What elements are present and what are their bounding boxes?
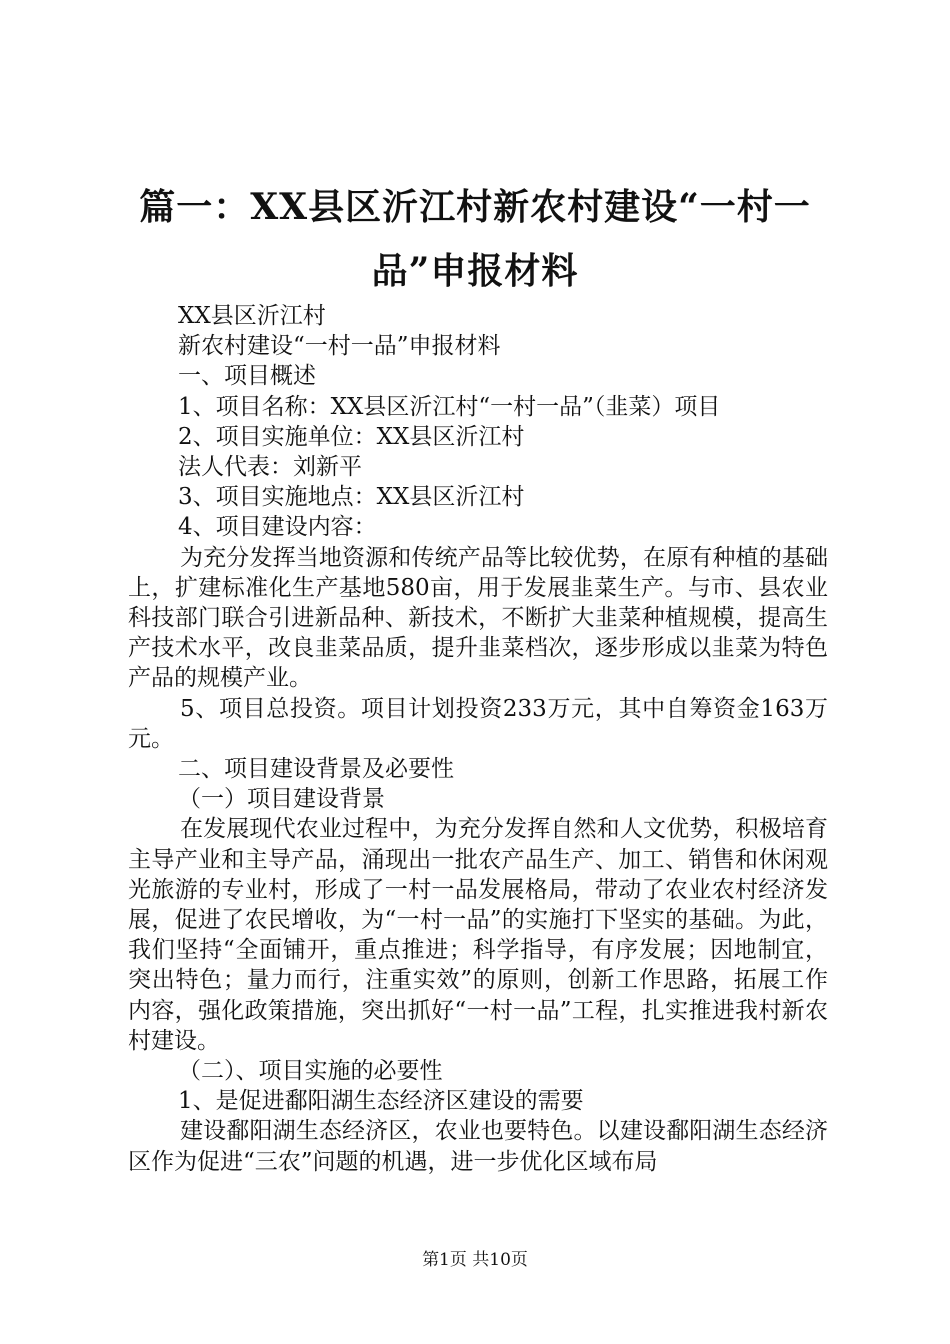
project-name-line: 1、项目名称：XX县区沂江村“一村一品”（韭菜）项目 xyxy=(178,393,721,420)
project-content-heading: 4、项目建设内容： xyxy=(178,514,377,541)
page-footer: 第1页 共10页 xyxy=(422,1250,528,1270)
section2-1-heading: （一）项目建设背景 xyxy=(178,786,385,813)
project-content-paragraph: 为充分发挥当地资源和传统产品等比较优势，在原有种植的基础上，扩建标准化生产基地580亩，用于发展韭菜生产。与市、县农业科技部门联合引进新品种、新技术，不断扩大韭菜种植规模，提高生产技术水平，改良韭菜品质，提升韭菜档次，逐步形成以韭菜为特色产品的规模产业。 xyxy=(128,544,828,692)
document-body xyxy=(128,301,828,1177)
item1-heading: 1、是促进鄱阳湖生态经济区建设的需要 xyxy=(178,1088,584,1115)
background-paragraph: 在发展现代农业过程中，为充分发挥自然和人文优势，积极培育主导产业和主导产品，涌现出一批农产品生产、加工、销售和休闲观光旅游的专业村，形成了一村一品发展格局，带动了农业农村经济发展，促进了农民增收，为“一村一品”的实施打下坚实的基础。为此，我们坚持“全面铺开，重点推进；科学指导，有序发展；因地制宜，突出特色；量力而行，注重实效”的原则，创新工作思路，拓展工作内容，强化政策措施，突出抓好“一村一品”工程，扎实推进我村新农村建设。 xyxy=(128,816,828,1054)
document-title-line2: 品”申报材料 xyxy=(371,250,579,292)
document-title-line1: 篇一：XX县区沂江村新农村建设“一村一 xyxy=(139,186,811,228)
poyang-paragraph: 建设鄱阳湖生态经济区，农业也要特色。以建设鄱阳湖生态经济区作为促进“三农”问题的机遇，进一步优化区域布局 xyxy=(128,1118,828,1175)
section2-heading: 二、项目建设背景及必要性 xyxy=(178,756,454,783)
section2-2-heading: （二）、项目实施的必要性 xyxy=(178,1058,443,1085)
village-name-line: XX县区沂江村 xyxy=(178,303,326,329)
investment-paragraph: 5、项目总投资。项目计划投资233万元，其中自筹资金163万元。 xyxy=(128,695,828,752)
subtitle-line: 新农村建设“一村一品”申报材料 xyxy=(178,333,501,360)
legal-rep-line: 法人代表：刘新平 xyxy=(178,454,362,481)
section1-heading: 一、项目概述 xyxy=(178,363,316,390)
project-location-line: 3、项目实施地点：XX县区沂江村 xyxy=(178,484,525,511)
project-unit-line: 2、项目实施单位：XX县区沂江村 xyxy=(178,423,525,450)
